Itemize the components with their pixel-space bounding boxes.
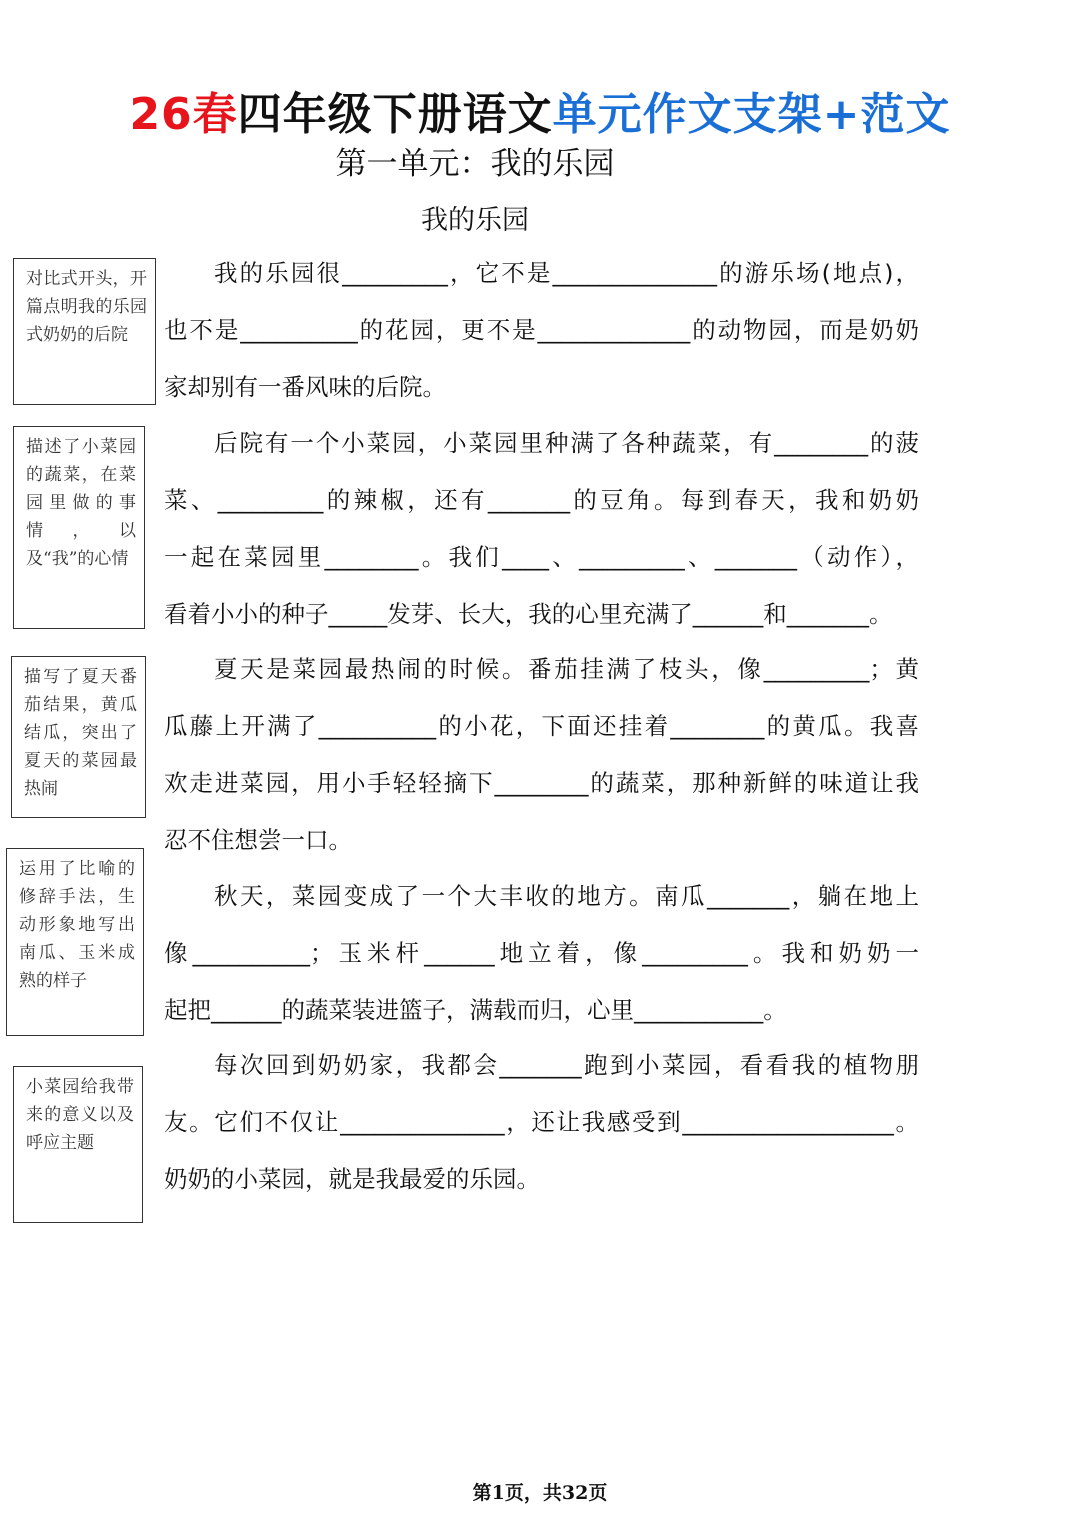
essay-line: 菜、_________的辣椒，还有_______的豆角。每到春天，我和奶奶 [164, 486, 919, 514]
annotation-box-2: 描述了小菜园的蔬菜，在菜园里做的事情，以及“我”的心情 [13, 426, 145, 629]
essay-line: 秋天，菜园变成了一个大丰收的地方。南瓜_______，躺在地上 [214, 882, 919, 910]
essay-line: 家却别有一番风味的后院。 [164, 373, 446, 401]
essay-line: 每次回到奶奶家，我都会_______跑到小菜园，看看我的植物朋 [214, 1051, 919, 1079]
page-number: 第1页，共32页 [472, 1482, 608, 1504]
essay-paragraph-4 [164, 868, 919, 1039]
annotation-box-5: 小菜园给我带来的意义以及呼应主题 [13, 1066, 143, 1223]
essay-line: 像__________；玉米杆______地立着，像_________。我和奶奶一 [164, 939, 919, 967]
annotation-box-1: 对比式开头，开篇点明我的乐园式奶奶的后院 [13, 258, 156, 405]
essay-line: 忍不住想尝一口。 [164, 826, 352, 854]
unit-title: 第一单元：我的乐园 [335, 146, 615, 182]
essay-title: 我的乐园 [421, 205, 529, 236]
essay-paragraph-5 [164, 1037, 919, 1208]
essay-line: 一起在菜园里________。我们____、_________、_______（动作）， [164, 543, 919, 571]
essay-paragraph-3 [164, 641, 919, 869]
essay-line: 奶奶的小菜园，就是我最爱的乐园。 [164, 1165, 540, 1193]
title-grade: 四年级下册语文 [237, 89, 553, 140]
essay-line: 我的乐园很_________，它不是______________的游乐场(地点)， [214, 259, 919, 287]
essay-line: 后院有一个小菜园，小菜园里种满了各种蔬菜，有________的菠 [214, 429, 919, 457]
essay-line: 夏天是菜园最热闹的时候。番茄挂满了枝头，像_________；黄 [214, 655, 919, 683]
essay-line: 也不是__________的花园，更不是_____________的动物园，而是奶奶 [164, 316, 919, 344]
annotation-box-3: 描写了夏天番茄结果，黄瓜结瓜，突出了夏天的菜园最热闹 [11, 656, 146, 818]
main-title [0, 78, 1080, 142]
essay-line: 友。它们不仅让______________，还让我感受到__________________。 [164, 1108, 919, 1136]
annotation-box-4: 运用了比喻的修辞手法，生动形象地写出南瓜、玉米成熟的样子 [6, 848, 144, 1036]
title-season: 26春 [129, 89, 238, 140]
essay-line: 瓜藤上开满了__________的小花，下面还挂着________的黄瓜。我喜 [164, 712, 919, 740]
essay-paragraph-2 [164, 415, 919, 643]
title-topic: 单元作文支架+范文 [552, 89, 951, 140]
essay-paragraph-1 [164, 245, 919, 416]
essay-line: 欢走进菜园，用小手轻轻摘下________的蔬菜，那种新鲜的味道让我 [164, 769, 919, 797]
essay-line: 起把______的蔬菜装进篮子，满载而归，心里___________。 [164, 996, 787, 1024]
essay-line: 看着小小的种子_____发芽、长大，我的心里充满了______和_______。 [164, 600, 893, 628]
